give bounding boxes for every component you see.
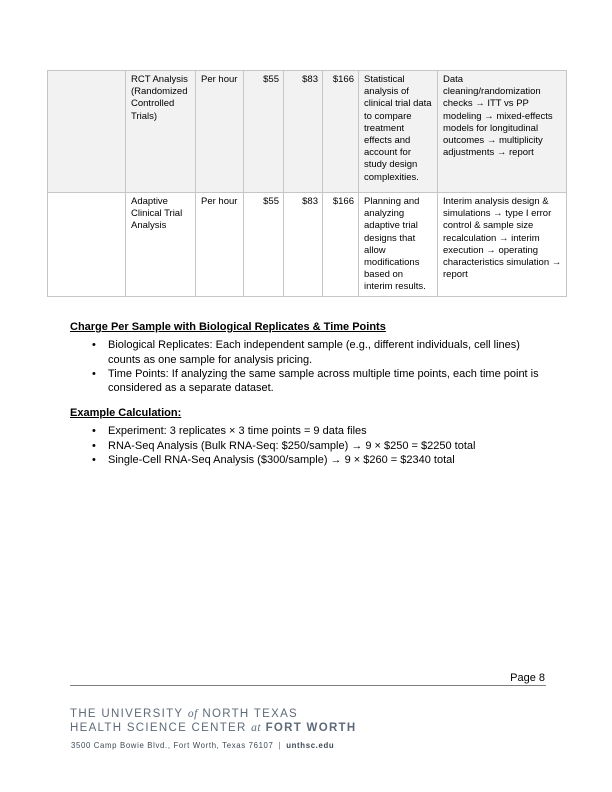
cell-workflow: Data cleaning/randomization checks → ITT vs PP modeling → mixed-effects models for longitudinal outcomes → multiplicity adjustments → report xyxy=(438,71,567,193)
section-heading: Example Calculation: xyxy=(70,407,182,419)
cell-price3: $166 xyxy=(323,71,359,193)
website-link: unthsc.edu xyxy=(286,741,335,750)
wordmark-line1: THE UNIVERSITY of NORTH TEXAS xyxy=(70,708,299,720)
cell-price2: $83 xyxy=(284,193,323,297)
bullet-list xyxy=(70,424,548,467)
cell-unit: Per hour xyxy=(196,71,244,193)
cell-unit: Per hour xyxy=(196,193,244,297)
address-divider: | xyxy=(278,741,282,750)
cell-price3: $166 xyxy=(323,193,359,297)
cell-description: Planning and analyzing adaptive trial designs that allow modifications based on interim results. xyxy=(359,193,438,297)
section-heading: Charge Per Sample with Biological Replicates & Time Points xyxy=(70,321,386,333)
footer-divider-line xyxy=(70,685,546,686)
cell-workflow: Interim analysis design & simulations → type I error control & sample size recalculation → interim execution → operating characteristics simulation → report xyxy=(438,193,567,297)
cell-service: Adaptive Clinical Trial Analysis xyxy=(126,193,196,297)
bullet-item: • Single-Cell RNA-Seq Analysis ($300/sample) → 9 × $260 = $2340 total xyxy=(70,453,548,467)
cell-category xyxy=(48,71,126,193)
wordmark-line2: HEALTH SCIENCE CENTER at FORT WORTH xyxy=(70,721,357,734)
street-address: 3500 Camp Bowie Blvd., Fort Worth, Texas 76107 xyxy=(71,741,274,750)
section-example-calculation xyxy=(70,406,548,467)
bullet-item: • RNA-Seq Analysis (Bulk RNA-Seq: $250/sample) → 9 × $250 = $2250 total xyxy=(70,439,548,453)
cell-price2: $83 xyxy=(284,71,323,193)
bullet-list xyxy=(70,338,548,395)
bullet-item: • Experiment: 3 replicates × 3 time points = 9 data files xyxy=(70,424,548,438)
footer-address xyxy=(71,741,334,750)
table-row xyxy=(48,71,567,193)
table-row xyxy=(48,193,567,297)
cell-price1: $55 xyxy=(244,71,284,193)
bullet-item: • Biological Replicates: Each independent sample (e.g., different individuals, cell lines) counts as one sample for analysis pricing. xyxy=(70,338,548,367)
cell-description: Statistical analysis of clinical trial data to compare treatment effects and account for study design complexities. xyxy=(359,71,438,193)
page-number: Page 8 xyxy=(510,672,545,684)
cell-price1: $55 xyxy=(244,193,284,297)
bullet-item: • Time Points: If analyzing the same sample across multiple time points, each time point is considered as a separate dataset. xyxy=(70,367,548,396)
pricing-table xyxy=(47,70,567,297)
unthsc-wordmark xyxy=(70,708,357,736)
cell-service: RCT Analysis (Randomized Controlled Trials) xyxy=(126,71,196,193)
cell-category xyxy=(48,193,126,297)
section-charge-per-sample xyxy=(70,320,548,395)
